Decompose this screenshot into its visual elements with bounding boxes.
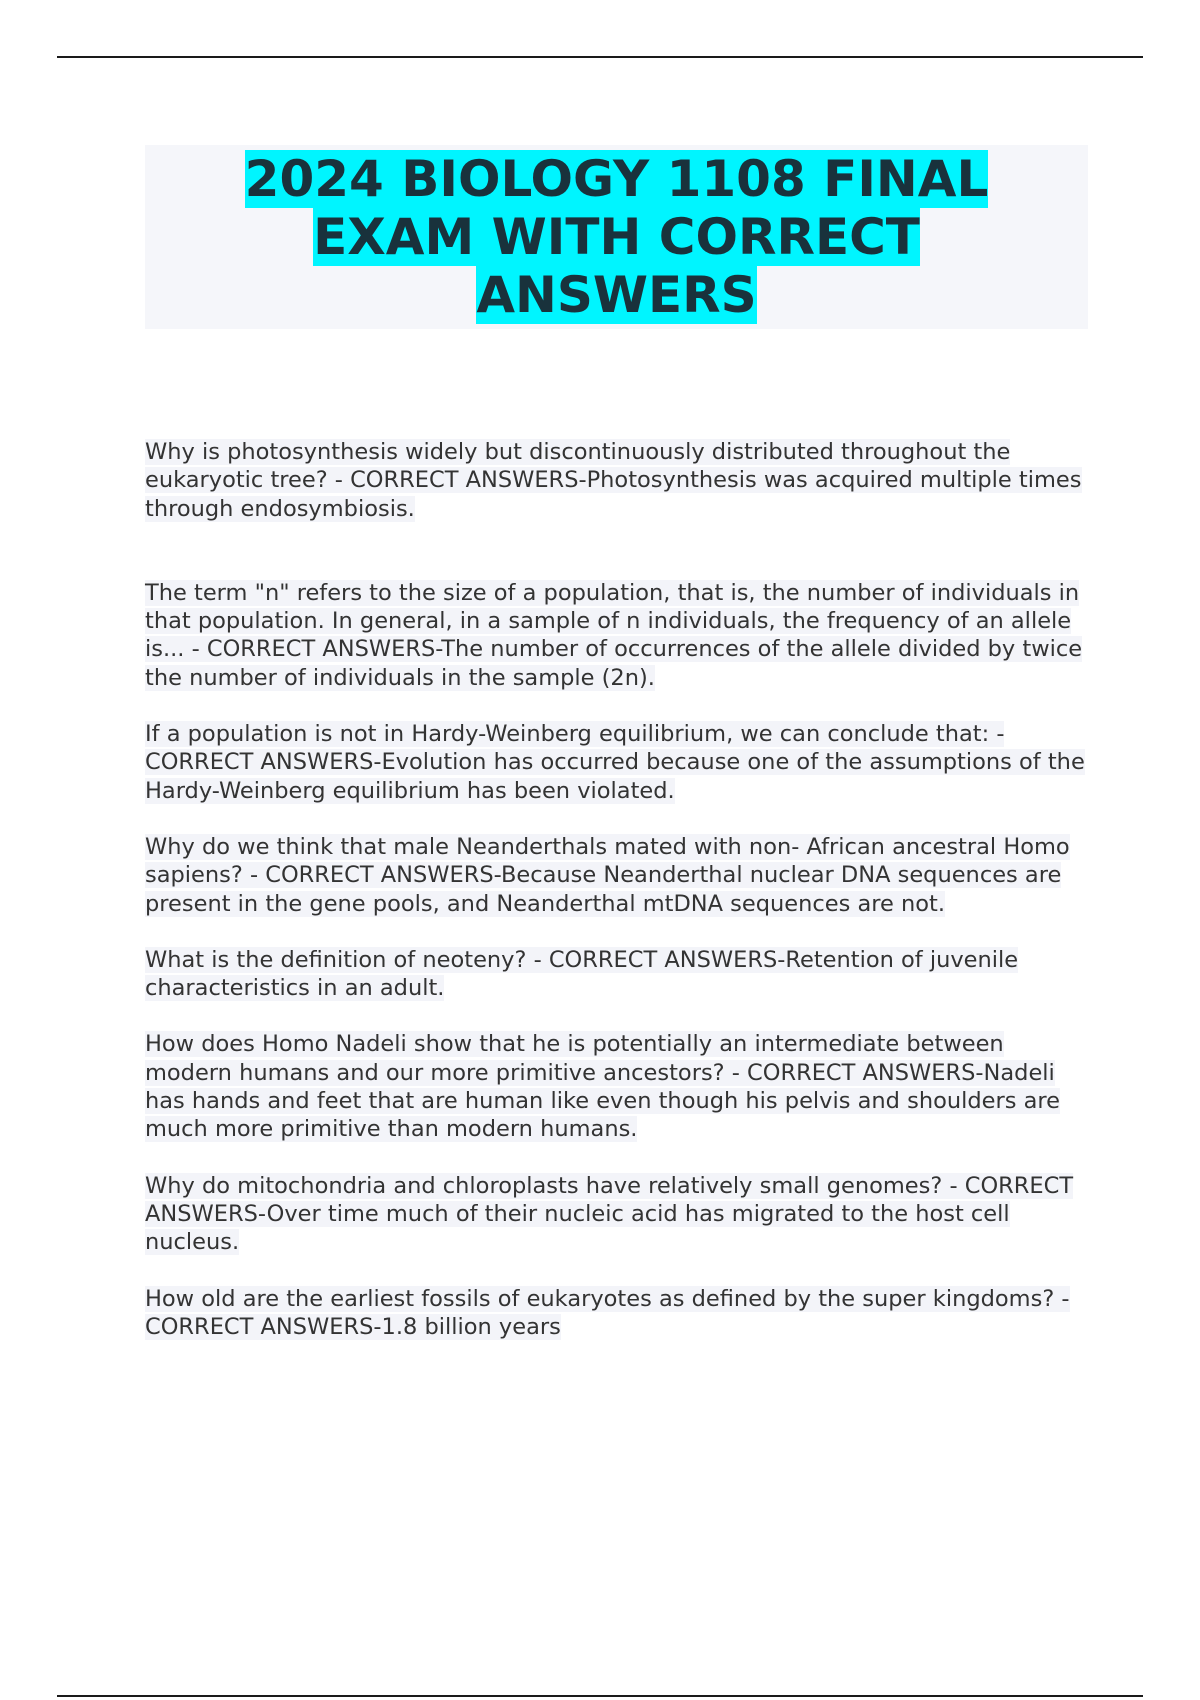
title-block (145, 145, 1088, 329)
qa-item: If a population is not in Hardy-Weinberg equilibrium, we can conclude that: - CORRECT ANSWERS-Evolution has occurred because one of the assumptions of the Hardy-Weinberg equilibrium has been violated. (145, 721, 1085, 804)
qa-item: How old are the earliest fossils of eukaryotes as defined by the super kingdoms? - CORRECT ANSWERS-1.8 billion years (145, 1285, 1070, 1340)
top-divider (57, 56, 1143, 58)
qa-item: Why do mitochondria and chloroplasts have relatively small genomes? - CORRECT ANSWERS-Over time much of their nucleic acid has migrated to the host cell nucleus. (145, 1172, 1074, 1256)
qa-item: Why do we think that male Neanderthals mated with non- African ancestral Homo sapiens? - CORRECT ANSWERS-Because Neanderthal nuclear DNA sequences are present in the gene pools, and Neanderthal mtDNA sequences are not. (145, 833, 1070, 917)
qa-list (145, 438, 1095, 1369)
qa-item: Why is photosynthesis widely but discontinuously distributed throughout the eukaryotic tree? - CORRECT ANSWERS-Photosynthesis was acquired multiple times through endosymbiosis. (145, 439, 1082, 522)
qa-item: How does Homo Nadeli show that he is potentially an intermediate between modern humans and our more primitive ancestors? - CORRECT ANSWERS-Nadeli has hands and feet that are human like even though his pelvis and shoulders are much more primitive than modern humans. (145, 1031, 1060, 1143)
document-title: 2024 BIOLOGY 1108 FINAL EXAM WITH CORRECT ANSWERS (244, 150, 989, 324)
qa-item: What is the definition of neoteny? - CORRECT ANSWERS-Retention of juvenile characteristics in an adult. (145, 946, 1019, 1002)
qa-item: The term "n" refers to the size of a population, that is, the number of individuals in that population. In general, in a sample of n individuals, the frequency of an allele is... - CORRECT ANSWERS-The number of occurrences of the allele divided by twice the number of individuals in the sample (2n). (145, 579, 1083, 691)
bottom-divider (57, 1695, 1143, 1697)
